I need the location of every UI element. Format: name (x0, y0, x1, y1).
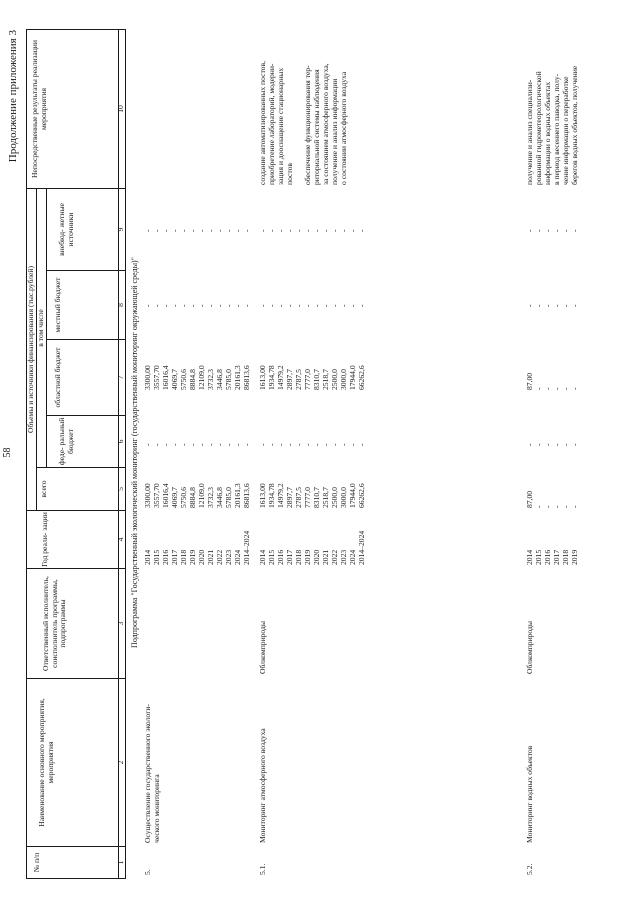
total-cell: 17944,0 (348, 483, 357, 508)
local-cell: - (321, 304, 330, 307)
row-local (258, 304, 366, 307)
regional-cell: 3000,0 (339, 369, 348, 390)
row-extra (143, 229, 251, 232)
extra-cell: - (224, 229, 233, 232)
local-cell: - (170, 304, 179, 307)
result-line: за состоянием атмосферного воздуха, (321, 63, 330, 185)
row-extra (258, 229, 366, 232)
regional-cell: 66262,6 (357, 365, 366, 390)
colnum-10: 10 (116, 105, 126, 113)
total-cell: 5750,6 (179, 487, 188, 508)
row-results (525, 66, 579, 185)
row-name-line: Осуществление государственного экологи- (143, 704, 152, 843)
row-years (258, 531, 366, 565)
federal-cell: - (197, 443, 206, 446)
year-cell: 2020 (197, 549, 206, 565)
federal-cell: - (285, 443, 294, 446)
page-number: 58 (2, 447, 13, 458)
extra-cell: - (143, 229, 152, 232)
total-cell: 3732,3 (206, 487, 215, 508)
local-cell: - (348, 304, 357, 307)
local-cell: - (303, 304, 312, 307)
row-responsible: Облкомприроды (258, 621, 267, 674)
local-cell: - (267, 304, 276, 307)
extra-cell: - (242, 229, 251, 232)
header-total: всего (38, 480, 48, 498)
regional-cell: 14979,2 (276, 365, 285, 390)
local-cell: - (197, 304, 206, 307)
result-line: приобретение лабораторий, модерни- (267, 63, 276, 185)
extra-cell: - (161, 229, 170, 232)
row-regional (258, 365, 366, 390)
local-cell: - (258, 304, 267, 307)
row-name-line: Мониторинг водных объектов (525, 745, 534, 843)
federal-cell: - (543, 443, 552, 446)
total-cell: 3557,70 (152, 483, 161, 508)
subprogram-title: Подпрограмма "Государственный экологический мониторинг (государственный мониторинг окружающей среды)" (130, 257, 139, 648)
local-cell: - (330, 304, 339, 307)
federal-cell: - (321, 443, 330, 446)
local-cell: - (552, 304, 561, 307)
result-line: риториальной системы наблюдения (312, 69, 321, 185)
federal-cell: - (170, 443, 179, 446)
local-cell: - (285, 304, 294, 307)
local-cell: - (242, 304, 251, 307)
total-cell: 8884,8 (188, 487, 197, 508)
regional-cell: 2518,7 (321, 369, 330, 390)
colnum-1: 1 (116, 860, 126, 865)
header-local: местный бюджет (52, 277, 62, 333)
total-cell: 86813,6 (242, 483, 251, 508)
federal-cell: - (206, 443, 215, 446)
regional-cell: 3557,70 (152, 365, 161, 390)
result-line: создание автоматизированных постов, (258, 61, 267, 185)
total-cell: 2518,7 (321, 487, 330, 508)
result-line: получение и анализ информации (330, 78, 339, 185)
result-line (294, 61, 303, 185)
row-federal (525, 443, 579, 446)
regional-cell: 87,00 (525, 372, 534, 390)
regional-cell: 2500,0 (330, 369, 339, 390)
local-cell: - (570, 304, 579, 307)
year-cell: 2023 (339, 549, 348, 565)
year-cell: 2015 (152, 549, 161, 565)
regional-cell: 12109,0 (197, 365, 206, 390)
total-cell: 5785,0 (224, 487, 233, 508)
total-cell: - (561, 505, 570, 508)
extra-cell: - (294, 229, 303, 232)
regional-cell: 8310,7 (312, 369, 321, 390)
total-cell: 87,00 (525, 490, 534, 508)
colnum-4: 4 (116, 537, 126, 542)
local-cell: - (525, 304, 534, 307)
regional-cell: - (552, 387, 561, 390)
total-cell: 2787,5 (294, 487, 303, 508)
federal-cell: - (179, 443, 188, 446)
federal-cell: - (339, 443, 348, 446)
federal-cell: - (294, 443, 303, 446)
total-cell: 4069,7 (170, 487, 179, 508)
result-line: обеспечение функционирования тер- (303, 65, 312, 185)
federal-cell: - (348, 443, 357, 446)
year-cell: 2015 (267, 549, 276, 565)
row-total (143, 483, 251, 508)
extra-cell: - (179, 229, 188, 232)
federal-cell: - (267, 443, 276, 446)
year-cell: 2023 (224, 549, 233, 565)
federal-cell: - (161, 443, 170, 446)
result-line: чение информации о переработке (561, 76, 570, 185)
numbers-bottom-line (125, 30, 126, 879)
extra-cell: - (321, 229, 330, 232)
year-cell: 2022 (330, 549, 339, 565)
extra-cell: - (339, 229, 348, 232)
regional-cell: - (561, 387, 570, 390)
row-federal (258, 443, 366, 446)
local-cell: - (233, 304, 242, 307)
local-cell: - (179, 304, 188, 307)
extra-cell: - (188, 229, 197, 232)
year-cell: 2022 (215, 549, 224, 565)
extra-cell: - (215, 229, 224, 232)
row-num: 5.1. (258, 863, 267, 875)
year-cell: 2024 (348, 549, 357, 565)
row-federal (143, 443, 251, 446)
regional-cell: 4069,7 (170, 369, 179, 390)
regional-cell: - (543, 387, 552, 390)
year-cell: 2017 (552, 549, 561, 565)
total-cell: - (543, 505, 552, 508)
colnum-2: 2 (116, 760, 126, 765)
total-cell: 1934,78 (267, 483, 276, 508)
local-cell: - (161, 304, 170, 307)
local-cell: - (339, 304, 348, 307)
local-cell: - (561, 304, 570, 307)
regional-cell: 17944,0 (348, 365, 357, 390)
total-cell: 14979,2 (276, 483, 285, 508)
regional-cell: 2897,7 (285, 369, 294, 390)
row-regional (143, 365, 251, 390)
regional-cell: 1613,00 (258, 365, 267, 390)
total-cell: 3446,8 (215, 487, 224, 508)
colnum-3: 3 (116, 621, 126, 626)
colnum-9: 9 (116, 227, 126, 232)
total-cell: 2897,7 (285, 487, 294, 508)
row-name (525, 746, 534, 843)
extra-cell: - (285, 229, 294, 232)
local-cell: - (276, 304, 285, 307)
total-cell: 3300,00 (143, 483, 152, 508)
year-cell: 2014–2024 (357, 530, 366, 565)
year-cell: 2015 (534, 549, 543, 565)
federal-cell: - (303, 443, 312, 446)
row-name-line: ческого мониторинга (152, 774, 161, 843)
regional-cell: 20161,3 (233, 365, 242, 390)
header-regional: областной бюджет (52, 347, 62, 408)
year-cell: 2017 (285, 549, 294, 565)
local-cell: - (152, 304, 161, 307)
federal-cell: - (561, 443, 570, 446)
extra-cell: - (276, 229, 285, 232)
federal-cell: - (357, 443, 366, 446)
local-cell: - (188, 304, 197, 307)
extra-cell: - (312, 229, 321, 232)
extra-cell: - (552, 229, 561, 232)
local-cell: - (215, 304, 224, 307)
year-cell: 2024 (233, 549, 242, 565)
row-name (143, 704, 161, 843)
federal-cell: - (152, 443, 161, 446)
year-cell: 2016 (276, 549, 285, 565)
header-responsible: Ответственный исполнитель, соисполнитель программы, подпрограммы (41, 576, 68, 671)
year-cell: 2021 (206, 549, 215, 565)
header-federal: феде- ральный бюджет (57, 417, 75, 466)
row-regional (525, 373, 579, 390)
federal-cell: - (330, 443, 339, 446)
federal-cell: - (242, 443, 251, 446)
year-cell: 2019 (188, 549, 197, 565)
federal-cell: - (534, 443, 543, 446)
extra-cell: - (534, 229, 543, 232)
row-num: 5.2. (525, 863, 534, 875)
local-cell: - (312, 304, 321, 307)
result-line: рованной гидрометеорологической (534, 71, 543, 185)
header-num: № п/п (31, 852, 41, 873)
result-line: в период весеннего паводка, полу- (552, 73, 561, 185)
local-cell: - (543, 304, 552, 307)
total-cell: 12109,0 (197, 483, 206, 508)
year-cell: 2016 (161, 549, 170, 565)
year-cell: 2014 (525, 549, 534, 565)
local-cell: - (224, 304, 233, 307)
federal-cell: - (276, 443, 285, 446)
header-name: Наименование основного мероприятия, мероприятия (37, 698, 55, 827)
regional-cell: 3446,8 (215, 369, 224, 390)
total-cell: 16016,4 (161, 483, 170, 508)
total-cell: 66262,6 (357, 483, 366, 508)
total-cell: 7777,0 (303, 487, 312, 508)
federal-cell: - (570, 443, 579, 446)
federal-cell: - (233, 443, 242, 446)
year-cell: 2018 (179, 549, 188, 565)
row-total (525, 491, 579, 508)
colnum-6: 6 (116, 439, 126, 444)
regional-cell: 3732,3 (206, 369, 215, 390)
year-cell: 2020 (312, 549, 321, 565)
result-line: о состоянии атмосферного воздуха (339, 71, 348, 185)
colnum-8: 8 (116, 303, 126, 307)
total-cell: 1613,00 (258, 483, 267, 508)
row-num: 5. (143, 869, 152, 875)
extra-cell: - (330, 229, 339, 232)
regional-cell: 5785,0 (224, 369, 233, 390)
federal-cell: - (525, 443, 534, 446)
row-years (143, 531, 251, 565)
year-cell: 2014 (258, 549, 267, 565)
row-results (258, 61, 348, 185)
result-line: информации о водных объектах (543, 81, 552, 185)
local-cell: - (294, 304, 303, 307)
extra-cell: - (206, 229, 215, 232)
year-cell: 2014 (143, 549, 152, 565)
federal-cell: - (312, 443, 321, 446)
regional-cell: - (570, 387, 579, 390)
extra-cell: - (543, 229, 552, 232)
federal-cell: - (224, 443, 233, 446)
year-cell: 2019 (570, 549, 579, 565)
row-years (525, 550, 579, 565)
local-cell: - (143, 304, 152, 307)
year-cell: 2017 (170, 549, 179, 565)
regional-cell: 5750,6 (179, 369, 188, 390)
extra-cell: - (233, 229, 242, 232)
regional-cell: 2787,5 (294, 369, 303, 390)
row-local (143, 304, 251, 307)
header-year: Год реали- зации (39, 512, 49, 567)
total-cell: - (552, 505, 561, 508)
colnum-7: 7 (116, 375, 126, 380)
header-volumes: Объемы и источники финансирования (тыс.рублей) (26, 266, 36, 433)
federal-cell: - (143, 443, 152, 446)
regional-cell: - (534, 387, 543, 390)
row-name-line: Мониторинг атмосферного воздуха (258, 728, 267, 843)
extra-cell: - (258, 229, 267, 232)
total-cell: 3000,0 (339, 487, 348, 508)
total-cell: - (534, 505, 543, 508)
result-line: зация и дооснащение стационарных (276, 67, 285, 185)
extra-cell: - (267, 229, 276, 232)
extra-cell: - (197, 229, 206, 232)
result-line: получение и анализ специализи- (525, 79, 534, 185)
row-extra (525, 229, 579, 232)
year-cell: 2018 (561, 549, 570, 565)
extra-cell: - (170, 229, 179, 232)
total-cell: - (570, 505, 579, 508)
result-line: берегов водных объектов, получение (570, 65, 579, 185)
federal-cell: - (552, 443, 561, 446)
regional-cell: 16016,4 (161, 365, 170, 390)
row-total (258, 483, 366, 508)
extra-cell: - (570, 229, 579, 232)
total-cell: 8310,7 (312, 487, 321, 508)
colnum-5: 5 (116, 487, 126, 491)
regional-cell: 86813,6 (242, 365, 251, 390)
header-results: Непосредственные результаты реализации мероприятия (30, 40, 48, 178)
col-line-0 (26, 878, 126, 879)
year-cell: 2016 (543, 549, 552, 565)
appendix-title: Продолжение приложения 3 (7, 30, 19, 163)
total-cell: 2500,0 (330, 487, 339, 508)
header-extra: внебюд- жетные источники (57, 203, 75, 256)
extra-cell: - (357, 229, 366, 232)
row-local (525, 304, 579, 307)
federal-cell: - (188, 443, 197, 446)
total-cell: 20161,3 (233, 483, 242, 508)
federal-cell: - (258, 443, 267, 446)
regional-cell: 1934,78 (267, 365, 276, 390)
federal-cell: - (215, 443, 224, 446)
year-cell: 2018 (294, 549, 303, 565)
regional-cell: 7777,0 (303, 369, 312, 390)
extra-cell: - (348, 229, 357, 232)
extra-cell: - (525, 229, 534, 232)
year-cell: 2014–2024 (242, 530, 251, 565)
row-responsible: Облкомприроды (525, 621, 534, 674)
year-cell: 2019 (303, 549, 312, 565)
local-cell: - (206, 304, 215, 307)
extra-cell: - (561, 229, 570, 232)
year-cell: 2021 (321, 549, 330, 565)
local-cell: - (357, 304, 366, 307)
row-name (258, 728, 267, 843)
header-including: в том числе (36, 309, 46, 347)
result-line: постов (285, 162, 294, 185)
extra-cell: - (152, 229, 161, 232)
regional-cell: 3300,00 (143, 365, 152, 390)
regional-cell: 8884,8 (188, 369, 197, 390)
local-cell: - (534, 304, 543, 307)
extra-cell: - (303, 229, 312, 232)
